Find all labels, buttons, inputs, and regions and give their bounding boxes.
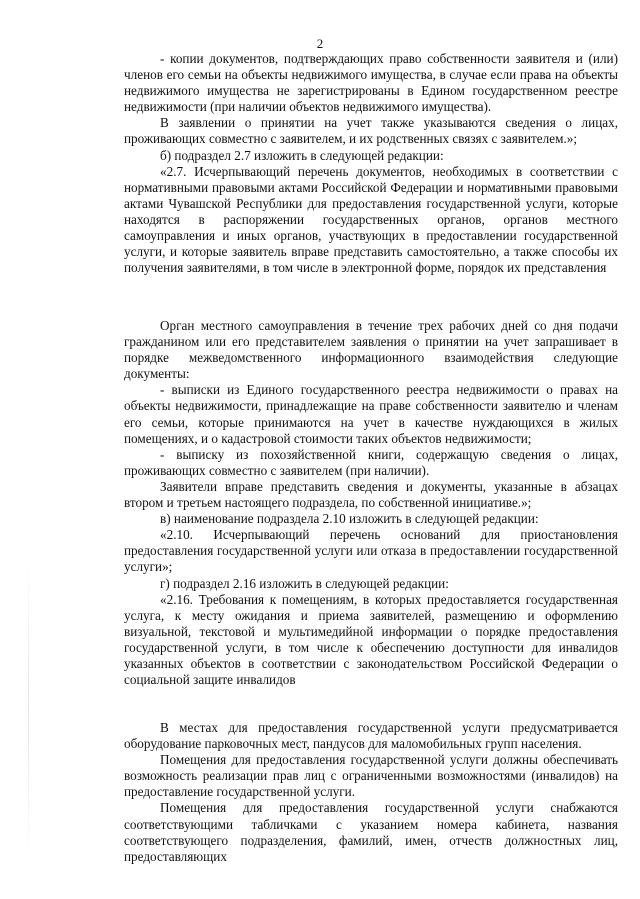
paragraph: «2.7. Исчерпывающий перечень документов, необходимых в соответствии с нормативными правовыми актами Российской Федерации и нормативными правовыми актами Чувашской Республики для предоставления государственной услуги, которые находятся в распоряжении государственных органов, органов местного самоуправления и иных органов, участвующих в предоставлении государственной услуги, и которые заявитель вправе представить самостоятельно, а также способы их получения заявителями, в том числе в электронной форме, порядок их представления (124, 163, 618, 276)
paragraph: г) подраздел 2.16 изложить в следующей редакции: (160, 575, 449, 591)
paragraph: Помещения для предоставления государственной услуги снабжаются соответствующими табличками с указанием номера кабинета, названия соответствующего подразделения, фамилий, имен, отчеств должностных лиц, предоставляющих (124, 800, 618, 864)
paragraph: Орган местного самоуправления в течение трех рабочих дней со дня подачи гражданином или его представителем заявления о принятии на учет запрашивает в порядке межведомственного информационного взаимодействия следующие документы: (124, 318, 618, 382)
paragraph: «2.10. Исчерпывающий перечень оснований для приостановления предоставления государственной услуги или отказа в предоставлении государственной услуги»; (124, 527, 618, 575)
paragraph: - выписку из похозяйственной книги, содержащую сведения о лицах, проживающих совместно с заявителем (при наличии). (124, 446, 618, 478)
paragraph: В местах для предоставления государственной услуги предусматривается оборудование парковочных мест, пандусов для маломобильных групп населения. (124, 720, 618, 752)
paragraph: в) наименование подраздела 2.10 изложить в следующей редакции: (160, 511, 539, 527)
paragraph: В заявлении о принятии на учет также указываются сведения о лицах, проживающих совместно с заявителем, и их родственных связях с заявителем.»; (124, 115, 618, 147)
text-block-2 (124, 318, 618, 688)
text-block-1 (124, 51, 618, 276)
scan-edge-shadow (28, 560, 29, 860)
paragraph: - копии документов, подтверждающих право собственности заявителя и (или) членов его семьи на объекты недвижимого имущества, в случае если права на объекты недвижимого имущества не зарегистрированы в Едином государственном реестре недвижимости (при наличии объектов недвижимого имущества). (124, 51, 618, 115)
page-number: 2 (316, 36, 324, 51)
text-block-3 (124, 720, 618, 865)
paragraph: «2.16. Требования к помещениям, в которых предоставляется государственная услуга, к месту ожидания и приема заявителей, размещению и оформлению визуальной, текстовой и мультимедийной информации о порядке предоставления государственной услуги, в том числе к обеспечению доступности для инвалидов указанных объектов в соответствии с законодательством Российской Федерации о социальной защите инвалидов (124, 591, 618, 688)
paragraph: Заявители вправе представить сведения и документы, указанные в абзацах втором и третьем настоящего подраздела, по собственной инициативе.»; (124, 478, 618, 511)
paragraph: б) подраздел 2.7 изложить в следующей редакции: (160, 147, 444, 163)
paragraph: - выписки из Единого государственного реестра недвижимости о правах на объекты недвижимости, принадлежащие на праве собственности заявителю и членам его семьи, которые принимаются на учет в качестве нуждающихся в жилых помещениях, и о кадастровой стоимости таких объектов недвижимости; (124, 382, 618, 446)
paragraph: Помещения для предоставления государственной услуги должны обеспечивать возможность реализации прав лиц с ограниченными возможностями (инвалидов) на предоставление государственной услуги. (124, 752, 618, 800)
